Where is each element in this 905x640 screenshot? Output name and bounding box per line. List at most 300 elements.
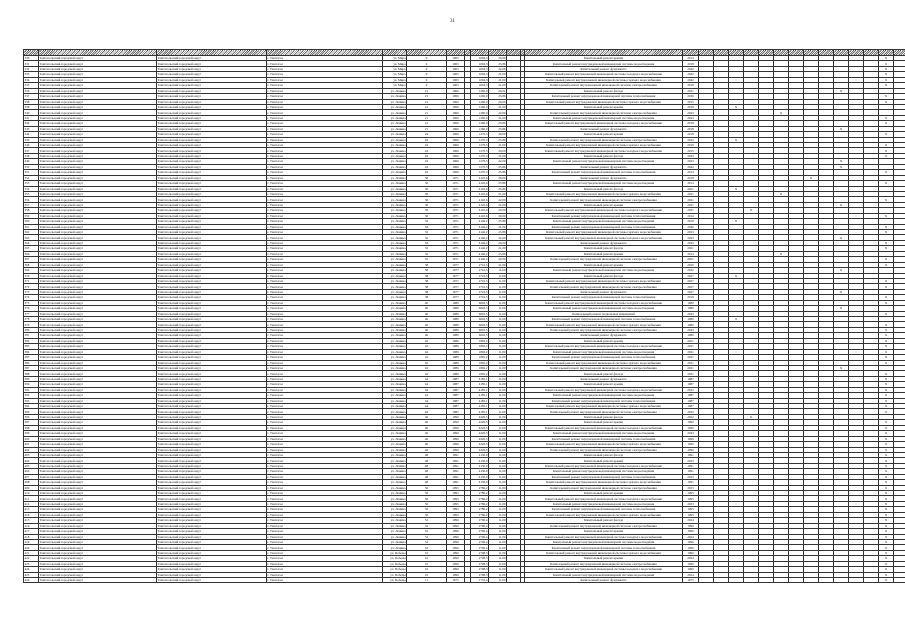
house-number-cell: 32 <box>407 246 447 251</box>
plan-year-cell: 2021 <box>683 257 699 262</box>
work-type-cell: Капитальный ремонт фундамента <box>525 376 683 381</box>
area-cell: 1270,3 <box>471 137 489 142</box>
locality-cell: г. Таштагол <box>267 376 383 381</box>
build-year-cell: 1980 <box>447 300 465 305</box>
row-number-cell: 402 <box>24 447 39 452</box>
municipality-cell: Таштагольский городской округ <box>39 224 157 229</box>
row-number-cell: 415 <box>24 518 39 523</box>
municipality-cell: Таштагольский городской округ <box>39 213 157 218</box>
plan-year-cell: 2018 <box>683 132 699 137</box>
settlement-cell: Таштагольский городской округ <box>157 262 267 267</box>
locality-cell: г. Таштагол <box>267 278 383 283</box>
settlement-cell: Таштагольский городской округ <box>157 561 267 566</box>
area-cell: 6602,5 <box>471 311 489 316</box>
row-number-cell: 381 <box>24 333 39 338</box>
settlement-cell: Таштагольский городской округ <box>157 425 267 430</box>
plan-year-cell: 2015 <box>683 148 699 153</box>
municipality-cell: Таштагольский городской округ <box>39 284 157 289</box>
build-year-cell: 1971 <box>447 202 465 207</box>
house-number-cell: 42 <box>407 349 447 354</box>
locality-cell: г. Таштагол <box>267 485 383 490</box>
price-cell: 20,00 <box>489 213 507 218</box>
row-number-cell: 359 <box>24 213 39 218</box>
build-year-cell: 1996 <box>447 523 465 528</box>
mark-cell: X <box>774 191 789 196</box>
work-type-cell: Капитальный ремонт крыши <box>525 458 683 463</box>
plan-year-cell: 2024 <box>683 572 699 577</box>
row-number-cell: 344 <box>24 132 39 137</box>
locality-cell: г. Таштагол <box>267 56 383 61</box>
mark-cell: X <box>834 164 849 169</box>
mark-cell: X <box>879 387 894 392</box>
price-cell: 21,00 <box>489 72 507 77</box>
work-type-cell: Капитальный ремонт внутридомовой инженерной системы горячего водоснабжения <box>525 550 683 555</box>
area-cell: 4146,2 <box>471 235 489 240</box>
row-number-cell: 338 <box>24 99 39 104</box>
mark-cell: X <box>729 137 744 142</box>
street-cell: ул. Ленина <box>383 311 407 316</box>
area-cell: 2798,3 <box>471 567 489 572</box>
build-year-cell: 1966 <box>447 104 465 109</box>
municipality-cell: Таштагольский городской округ <box>39 126 157 131</box>
area-cell: 4185,1 <box>471 404 489 409</box>
plan-year-cell: 2027 <box>683 273 699 278</box>
mark-cell: X <box>879 469 894 474</box>
mark-cell: X <box>879 556 894 561</box>
house-number-cell: 10 <box>407 550 447 555</box>
house-number-cell: 50 <box>407 491 447 496</box>
build-year-cell: 1965 <box>447 56 465 61</box>
municipality-cell: Таштагольский городской округ <box>39 556 157 561</box>
work-type-cell: Капитальный ремонт фундамента <box>525 578 683 583</box>
plan-year-cell: 2027 <box>683 278 699 283</box>
municipality-cell: Таштагольский городской округ <box>39 202 157 207</box>
locality-cell: г. Таштагол <box>267 338 383 343</box>
price-cell: 25,86 <box>489 181 507 186</box>
house-number-cell: 40 <box>407 306 447 311</box>
settlement-cell: Таштагольский городской округ <box>157 322 267 327</box>
work-type-cell: Капитальный ремонт внутридомовой инженерной системы холодного водоснабжения <box>525 121 683 126</box>
mark-cell: X <box>834 289 849 294</box>
work-type-cell: Капитальный ремонт внутридомовой инженерной системы горячего водоснабжения <box>525 99 683 104</box>
work-type-cell: Капитальный ремонт крыши <box>525 262 683 267</box>
locality-cell: г. Таштагол <box>267 88 383 93</box>
settlement-cell: Таштагольский городской округ <box>157 360 267 365</box>
street-cell: ул. Ленина <box>383 132 407 137</box>
row-number-cell: 390 <box>24 382 39 387</box>
mark-cell: X <box>879 452 894 457</box>
locality-cell: г. Таштагол <box>267 561 383 566</box>
area-cell: 4145,6 <box>471 202 489 207</box>
work-type-cell: Капитальный ремонт фундамента <box>525 66 683 71</box>
street-cell: ул. Ленина <box>383 88 407 93</box>
work-type-cell: Капитальный ремонт внутридомовой инженерной системы электроснабжения <box>525 83 683 88</box>
plan-year-cell: 2024 <box>683 556 699 561</box>
work-type-cell: Капитальный ремонт внутридомовой инженерной системы электроснабжения <box>525 523 683 528</box>
locality-cell: г. Таштагол <box>267 507 383 512</box>
area-cell: 6602,5 <box>471 317 489 322</box>
street-cell: ул. Ленина <box>383 94 407 99</box>
settlement-cell: Таштагольский городской округ <box>157 164 267 169</box>
house-number-cell: 44 <box>407 376 447 381</box>
house-number-cell: 44 <box>407 404 447 409</box>
house-number-cell: 21 <box>407 126 447 131</box>
area-cell: 4130,0 <box>471 474 489 479</box>
build-year-cell: 1991 <box>447 463 465 468</box>
plan-year-cell: 1980 <box>683 322 699 327</box>
build-year-cell: 1971 <box>447 197 465 202</box>
area-cell: 4185,1 <box>471 409 489 414</box>
build-year-cell: 1971 <box>447 235 465 240</box>
price-cell: 25,86 <box>489 137 507 142</box>
build-year-cell: 1987 <box>447 404 465 409</box>
plan-year-cell: 2042 <box>683 66 699 71</box>
plan-year-cell: 1995 <box>683 507 699 512</box>
price-cell: 21,00 <box>489 224 507 229</box>
build-year-cell: 1996 <box>447 539 465 544</box>
price-cell: 11,00 <box>489 501 507 506</box>
municipality-cell: Таштагольский городской округ <box>39 66 157 71</box>
work-type-cell: Капитальный ремонт внутридомовой инженерной системы водоотведения <box>525 306 683 311</box>
build-year-cell: 1995 <box>447 496 465 501</box>
locality-cell: г. Таштагол <box>267 306 383 311</box>
municipality-cell: Таштагольский городской округ <box>39 175 157 180</box>
municipality-cell: Таштагольский городской округ <box>39 518 157 523</box>
plan-year-cell: 1975 <box>683 578 699 583</box>
street-cell: ул. Мира <box>383 56 407 61</box>
plan-year-cell: 1996 <box>683 529 699 534</box>
build-year-cell: 1977 <box>447 284 465 289</box>
plan-year-cell: 2022 <box>683 137 699 142</box>
locality-cell: г. Таштагол <box>267 121 383 126</box>
mark-cell: X <box>879 474 894 479</box>
mark-cell: X <box>774 251 789 256</box>
street-cell: ул. Ленина <box>383 355 407 360</box>
work-type-cell: Капитальный ремонт крыши <box>525 56 683 61</box>
build-year-cell: 1995 <box>447 485 465 490</box>
build-year-cell: 1986 <box>447 365 465 370</box>
street-cell: ул. Ленина <box>383 518 407 523</box>
locality-cell: г. Таштагол <box>267 257 383 262</box>
plan-year-cell: 2021 <box>683 338 699 343</box>
price-cell: 11,00 <box>489 365 507 370</box>
municipality-cell: Таштагольский городской округ <box>39 355 157 360</box>
locality-cell: г. Таштагол <box>267 567 383 572</box>
mark-cell: X <box>879 529 894 534</box>
settlement-cell: Таштагольский городской округ <box>157 278 267 283</box>
price-cell: 11,00 <box>489 404 507 409</box>
build-year-cell: 1986 <box>447 371 465 376</box>
price-cell: 11,00 <box>489 284 507 289</box>
municipality-cell: Таштагольский городской округ <box>39 338 157 343</box>
row-number-cell: 331 <box>24 61 39 66</box>
work-type-cell: Капитальный ремонт внутридомовой инженерной системы водоотведения <box>525 268 683 273</box>
locality-cell: г. Таштагол <box>267 578 383 583</box>
locality-cell: г. Таштагол <box>267 224 383 229</box>
street-cell: ул. Ленина <box>383 159 407 164</box>
work-type-cell: Капитальный ремонт внутридомовой инженерной системы электроснабжения <box>525 365 683 370</box>
municipality-cell: Таштагольский городской округ <box>39 496 157 501</box>
settlement-cell: Таштагольский городской округ <box>157 66 267 71</box>
municipality-cell: Таштагольский городской округ <box>39 382 157 387</box>
price-cell: 22,00 <box>489 208 507 213</box>
work-type-cell: Капитальный ремонт крыши <box>525 420 683 425</box>
mark-cell <box>849 578 864 583</box>
settlement-cell: Таштагольский городской округ <box>157 219 267 224</box>
mark-cell: X <box>879 230 894 235</box>
municipality-cell: Таштагольский городской округ <box>39 121 157 126</box>
settlement-cell: Таштагольский городской округ <box>157 463 267 468</box>
price-cell: 11,00 <box>489 311 507 316</box>
street-cell: ул. Ленина <box>383 360 407 365</box>
build-year-cell: 1977 <box>447 268 465 273</box>
area-cell: 2786,2 <box>471 507 489 512</box>
plan-year-cell: 2043 <box>683 110 699 115</box>
row-number-cell: 357 <box>24 202 39 207</box>
plan-year-cell: 1991 <box>683 463 699 468</box>
plan-year-cell: 2042 <box>683 72 699 77</box>
row-number-cell: 347 <box>24 148 39 153</box>
row-number-cell: 422 <box>24 556 39 561</box>
price-cell: 11,00 <box>489 420 507 425</box>
house-number-cell: 48 <box>407 452 447 457</box>
area-cell: 4185,1 <box>471 398 489 403</box>
mark-cell: X <box>834 235 849 240</box>
street-cell: ул. Мира <box>383 72 407 77</box>
settlement-cell: Таштагольский городской округ <box>157 137 267 142</box>
plan-year-cell: 1995 <box>683 512 699 517</box>
plan-year-cell: 1991 <box>683 469 699 474</box>
house-number-cell: 42 <box>407 355 447 360</box>
work-type-cell: Капитальный ремонт внутридомовой инженерной системы электроснабжения <box>525 561 683 566</box>
plan-year-cell: 2040 <box>683 224 699 229</box>
house-number-cell: 46 <box>407 420 447 425</box>
plan-year-cell: 2021 <box>683 246 699 251</box>
work-type-cell: Капитальный ремонт внутридомовой инженерной системы холодного водоснабжения <box>525 148 683 153</box>
row-number-cell: 411 <box>24 496 39 501</box>
locality-cell: г. Таштагол <box>267 425 383 430</box>
house-number-cell: 48 <box>407 480 447 485</box>
work-type-cell: Капитальный ремонт внутридомовой инженерной системы водоотведения <box>525 539 683 544</box>
settlement-cell: Таштагольский городской округ <box>157 257 267 262</box>
price-cell: 25,86 <box>489 121 507 126</box>
street-cell: ул. Ленина <box>383 126 407 131</box>
price-cell: 11,00 <box>489 273 507 278</box>
municipality-cell: Таштагольский городской округ <box>39 469 157 474</box>
mark-cell: X <box>879 518 894 523</box>
street-cell: ул. Ленина <box>383 447 407 452</box>
municipality-cell: Таштагольский городской округ <box>39 197 157 202</box>
settlement-cell: Таштагольский городской округ <box>157 153 267 158</box>
house-number-cell: 24 <box>407 148 447 153</box>
build-year-cell: 1996 <box>447 529 465 534</box>
build-year-cell: 1996 <box>447 534 465 539</box>
settlement-cell: Таштагольский городской округ <box>157 110 267 115</box>
locality-cell: г. Таштагол <box>267 518 383 523</box>
area-cell: 4226,5 <box>471 420 489 425</box>
area-cell: 1260,0 <box>471 88 489 93</box>
row-number-cell: 419 <box>24 539 39 544</box>
price-cell: 11,00 <box>489 289 507 294</box>
build-year-cell: 1987 <box>447 398 465 403</box>
row-number-cell: 384 <box>24 349 39 354</box>
street-cell: ул. Ленина <box>383 213 407 218</box>
area-cell: 1892,2 <box>471 360 489 365</box>
plan-year-cell: 1987 <box>683 398 699 403</box>
mark-cell: X <box>879 436 894 441</box>
build-year-cell: 1971 <box>447 181 465 186</box>
house-number-cell: 32 <box>407 219 447 224</box>
mark-cell <box>894 578 905 583</box>
area-cell: 4145,6 <box>471 208 489 213</box>
plan-year-cell: 2014 <box>683 181 699 186</box>
row-number-cell: 365 <box>24 246 39 251</box>
area-cell: 4145,6 <box>471 213 489 218</box>
area-cell: 1270,3 <box>471 159 489 164</box>
house-number-cell: 52 <box>407 539 447 544</box>
locality-cell: г. Таштагол <box>267 83 383 88</box>
row-number-cell: 423 <box>24 561 39 566</box>
price-cell: 25,86 <box>489 230 507 235</box>
mark-cell: X <box>834 268 849 273</box>
street-cell: ул. Ленина <box>383 376 407 381</box>
plan-year-cell: 2022 <box>683 414 699 419</box>
row-number-cell: 382 <box>24 338 39 343</box>
row-number-cell: 394 <box>24 404 39 409</box>
build-year-cell: 1966 <box>447 99 465 104</box>
row-number-cell: 333 <box>24 72 39 77</box>
settlement-cell: Таштагольский городской округ <box>157 132 267 137</box>
price-cell: 11,00 <box>489 567 507 572</box>
house-number-cell: 21 <box>407 99 447 104</box>
plan-year-cell: 2023 <box>683 501 699 506</box>
locality-cell: г. Таштагол <box>267 284 383 289</box>
build-year-cell: 1990 <box>447 447 465 452</box>
settlement-cell: Таштагольский городской округ <box>157 452 267 457</box>
municipality-cell: Таштагольский городской округ <box>39 219 157 224</box>
street-cell: ул. Ленина <box>383 431 407 436</box>
row-number-cell: 335 <box>24 83 39 88</box>
blank-cell <box>507 578 521 583</box>
municipality-cell: Таштагольский городской округ <box>39 398 157 403</box>
municipality-cell: Таштагольский городской округ <box>39 186 157 191</box>
work-type-cell: Капитальный ремонт внутридомовой инженерной системы горячего водоснабжения <box>525 77 683 82</box>
area-cell: 2706,4 <box>471 545 489 550</box>
settlement-cell: Таштагольский городской округ <box>157 72 267 77</box>
house-number-cell: 50 <box>407 512 447 517</box>
plan-year-cell: 2018 <box>683 61 699 66</box>
work-type-cell: Капитальный ремонт фундамента <box>525 240 683 245</box>
build-year-cell: 1977 <box>447 295 465 300</box>
row-number-cell: 377 <box>24 311 39 316</box>
plan-year-cell: 2036 <box>683 94 699 99</box>
plan-year-cell: 2021 <box>683 197 699 202</box>
work-type-cell: Капитальный ремонт внутридомовой инженерной системы водоотведения <box>525 115 683 120</box>
house-number-cell: 52 <box>407 523 447 528</box>
municipality-cell: Таштагольский городской округ <box>39 88 157 93</box>
price-cell: 11,00 <box>489 463 507 468</box>
locality-cell: г. Таштагол <box>267 289 383 294</box>
settlement-cell: Таштагольский городской округ <box>157 191 267 196</box>
street-cell: ул. Ленина <box>383 491 407 496</box>
build-year-cell: 1986 <box>447 344 465 349</box>
work-type-cell: Капитальный ремонт внутридомовой инженерной системы холодного водоснабжения <box>525 425 683 430</box>
build-year-cell: 1966 <box>447 94 465 99</box>
mark-cell: X <box>879 480 894 485</box>
locality-cell: г. Таштагол <box>267 447 383 452</box>
locality-cell: г. Таштагол <box>267 550 383 555</box>
settlement-cell: Таштагольский городской округ <box>157 338 267 343</box>
area-cell: 1260,0 <box>471 104 489 109</box>
settlement-cell: Таштагольский городской округ <box>157 83 267 88</box>
area-cell: 1892,2 <box>471 355 489 360</box>
work-type-cell: Капитальный ремонт крыши <box>525 491 683 496</box>
mark-cell: X <box>879 132 894 137</box>
mark-cell <box>759 578 774 583</box>
mark-cell: X <box>879 284 894 289</box>
plan-year-cell: 1980 <box>683 300 699 305</box>
row-number-cell: 404 <box>24 458 39 463</box>
build-year-cell: 1965 <box>447 77 465 82</box>
settlement-cell: Таштагольский городской округ <box>157 289 267 294</box>
street-cell: ул. Ленина <box>383 398 407 403</box>
row-number-cell: 397 <box>24 420 39 425</box>
mark-cell <box>699 578 714 583</box>
settlement-cell: Таштагольский городской округ <box>157 518 267 523</box>
locality-cell: г. Таштагол <box>267 219 383 224</box>
work-type-cell: Капитальный ремонт внутридомовой инженерной системы электроснабжения <box>525 137 683 142</box>
locality-cell: г. Таштагол <box>267 480 383 485</box>
area-cell: 4145,6 <box>471 181 489 186</box>
row-number-cell: 418 <box>24 534 39 539</box>
settlement-cell: Таштагольский городской округ <box>157 159 267 164</box>
area-cell: 4226,5 <box>471 425 489 430</box>
house-number-cell: 50 <box>407 507 447 512</box>
work-type-cell: Капитальный ремонт фасада <box>525 414 683 419</box>
price-cell: 11,00 <box>489 529 507 534</box>
price-cell: 20,00 <box>489 175 507 180</box>
work-type-cell: Капитальный ремонт внутридомовой инженерной системы холодного водоснабжения <box>525 534 683 539</box>
build-year-cell: 1977 <box>447 289 465 294</box>
street-cell: ул. Ленина <box>383 338 407 343</box>
settlement-cell: Таштагольский городской округ <box>157 235 267 240</box>
row-number-cell: 351 <box>24 170 39 175</box>
settlement-cell: Таштагольский городской округ <box>157 300 267 305</box>
price-cell: 11,00 <box>489 398 507 403</box>
plan-year-cell: 1990 <box>683 442 699 447</box>
work-type-cell: Капитальный ремонт внутридомовой инженерной системы горячего водоснабжения <box>525 278 683 283</box>
settlement-cell: Таштагольский городской округ <box>157 344 267 349</box>
row-number-cell: 375 <box>24 300 39 305</box>
settlement-cell: Таштагольский городской округ <box>157 420 267 425</box>
area-cell: 1094,3 <box>471 56 489 61</box>
row-number-cell: 425 <box>24 572 39 577</box>
build-year-cell: 1971 <box>447 186 465 191</box>
mark-cell: X <box>879 371 894 376</box>
area-cell: 4146,2 <box>471 219 489 224</box>
settlement-cell: Таштагольский городской округ <box>157 414 267 419</box>
price-cell: 11,00 <box>489 578 507 583</box>
mark-cell: X <box>879 561 894 566</box>
build-year-cell: 1975 <box>447 578 465 583</box>
settlement-cell: Таштагольский городской округ <box>157 143 267 148</box>
street-cell: ул. Ленина <box>383 99 407 104</box>
work-type-cell: Капитальный ремонт внутридомовой инженерной системы водоотведения <box>525 181 683 186</box>
locality-cell: г. Таштагол <box>267 208 383 213</box>
municipality-cell: Таштагольский городской округ <box>39 240 157 245</box>
build-year-cell: 1971 <box>447 224 465 229</box>
mark-cell <box>789 578 804 583</box>
